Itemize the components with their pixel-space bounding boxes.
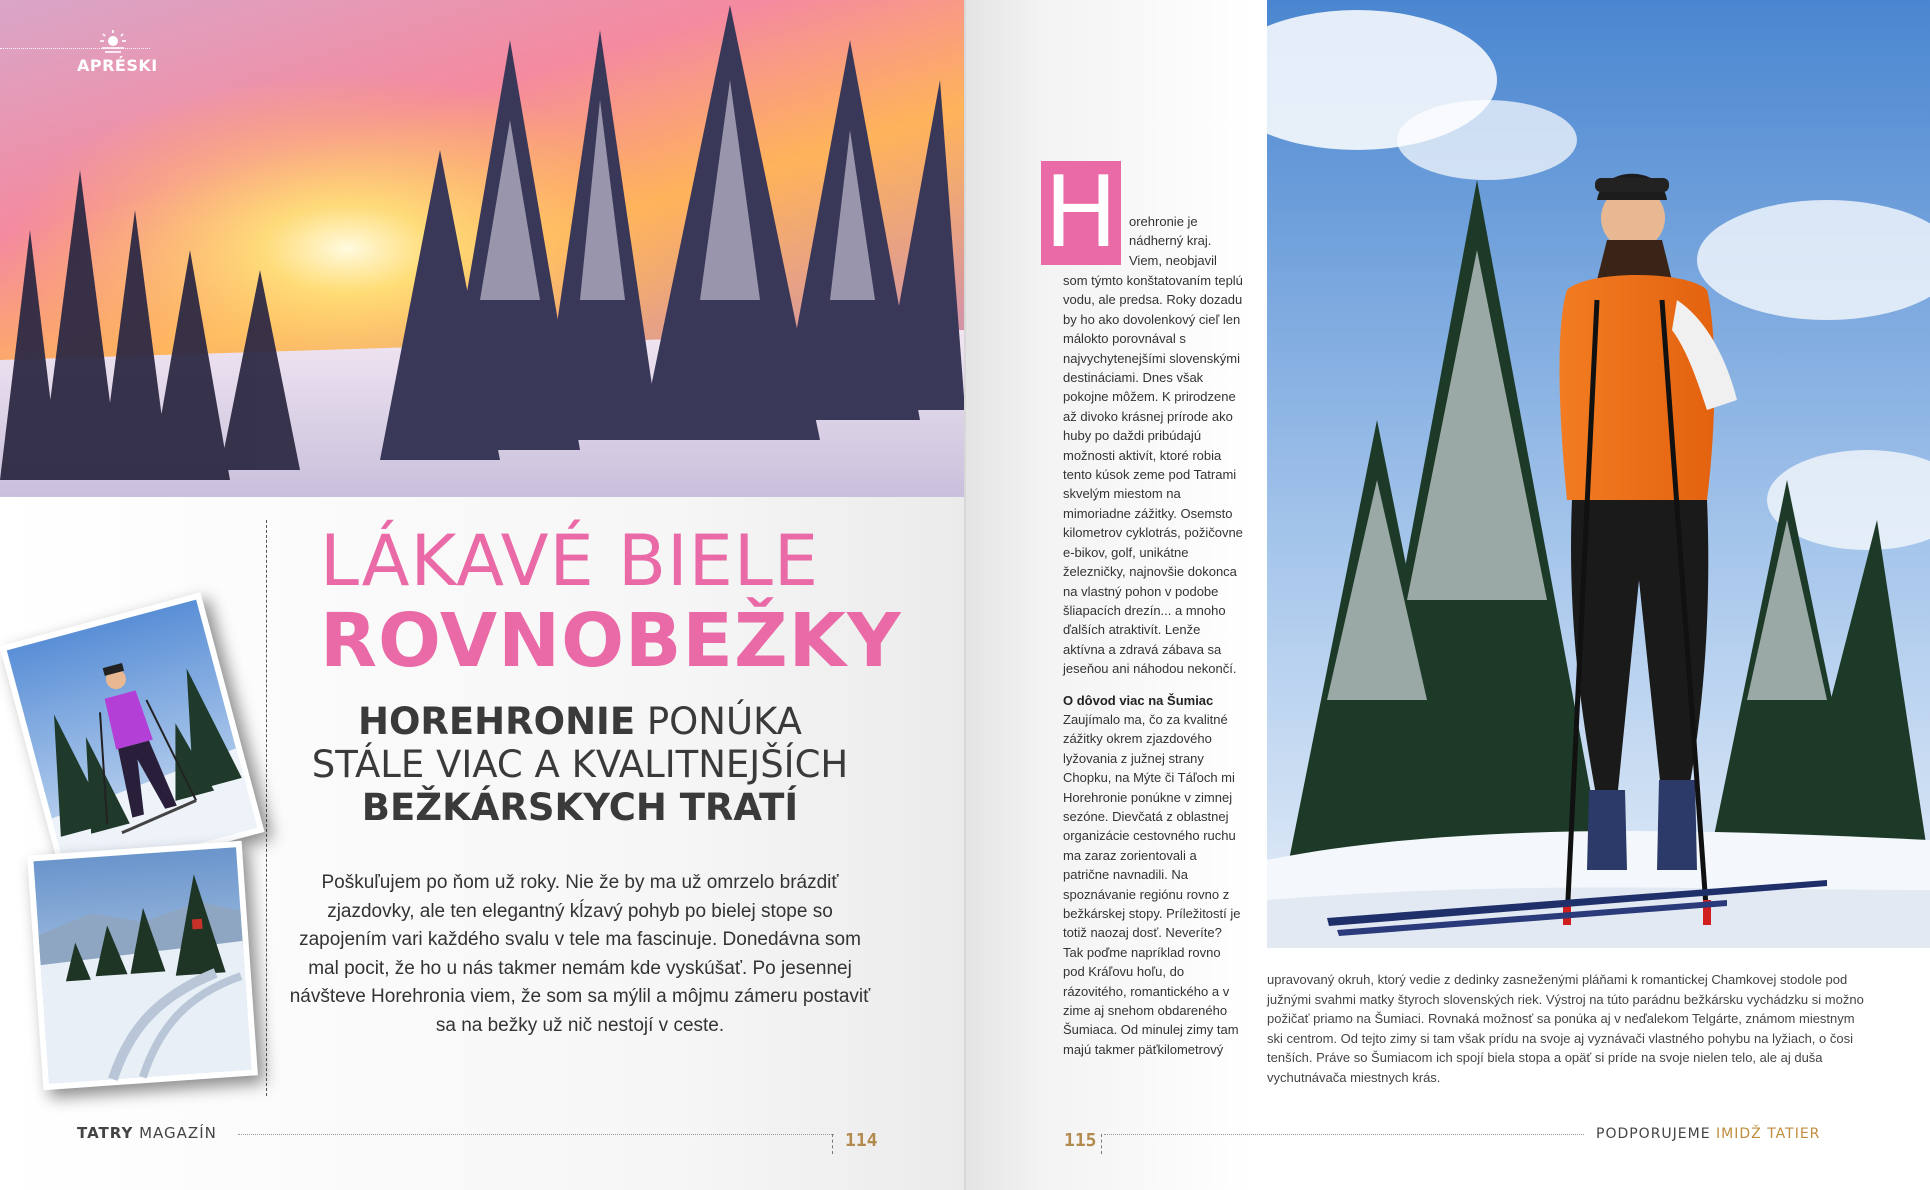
headline-line-2: ROVNOBEŽKY bbox=[320, 598, 902, 684]
subheadline-bold-1: HOREHRONIE bbox=[358, 700, 636, 743]
subheadline-line-2: STÁLE VIAC A KVALITNEJŠÍCH bbox=[311, 743, 849, 786]
footer-tick-right bbox=[1101, 1134, 1102, 1154]
subheadline-bold-3: BEŽKÁRSKYCH TRATÍ bbox=[361, 786, 799, 829]
subheadline-rest-1: PONÚKA bbox=[635, 700, 802, 743]
article-continuation: upravovaný okruh, ktorý vedie z dedinky zasneženými pláňami k romantickej Chamkovej stodole pod južnými svahmi matky štyroch slovenských riek. Výstroj na túto parádnu bežkársku vychádzku si možno požičať priamo na Šumiaci. Rovnaká možnosť sa ponúka aj v neďalekom Telgárte, známom miestnym ski centrom. Od tejto zimy si tam však prídu na svoje aj vyznávači vlastného pohybu na lyžiach, o čosi tenších. Práve so Šumiacom ich spojí biela stopa a opäť si príde na svoje nielen telo, ale aj duša vychutnávača miestnych krás. bbox=[1267, 972, 1864, 1085]
footer-slogan-gold: IMIDŽ TATIER bbox=[1716, 1126, 1821, 1142]
lead-paragraph: Poškuľujem po ňom už roky. Nie že by ma už omrzelo brázdiť zjazdovky, ale ten elegantný kĺzavý pohyb po bielej stope so zapojením vari každého svalu v tele ma fascinuje. Donedávna som mal pocit, že ho u nás takmer nemám kde vyskúšať. Po jesennej návšteve Horehronia viem, že som sa mýlil a môjmu zámeru postaviť sa na bežky už nič nestojí v ceste. bbox=[289, 872, 871, 1036]
article-paragraph-2: Zaujímalo ma, čo za kvalitné zážitky okrem zjazdového lyžovania z južnej strany Chopku, na Mýte či Táľoch mi Horehronie ponúkne v zimnej sezóne. Dievčatá z oblastnej organizácie cestovného ruchu ma zaraz zorientovali a patrične navnadili. Na spoznávanie regiónu rovno z bežkárskej stopy. Príležitostí je totiž naozaj dosť. Neveríte? Tak poďme napríklad rovno pod Kráľovu hoľu, do rázovitého, romantického a v zime aj snehom obdareného Šumiaca. Od minulej zimy tam majú takmer päťkilometrový bbox=[1063, 711, 1241, 1057]
headline-line-1: LÁKAVÉ BIELE bbox=[320, 520, 820, 602]
article-first-lines: orehronie je nádherný kraj. Viem, neobjavil bbox=[1129, 214, 1217, 268]
photo-skier-orange-jacket bbox=[1267, 0, 1930, 948]
footer-slogan bbox=[1596, 1126, 1820, 1142]
article-column bbox=[1063, 271, 1243, 1059]
section-label: APRÉSKI bbox=[77, 56, 158, 75]
drop-cap: H bbox=[1041, 161, 1121, 265]
footer-magazine-name bbox=[77, 1124, 217, 1142]
footer-tick-left bbox=[832, 1134, 833, 1154]
footer-slogan-plain: PODPORUJEME bbox=[1596, 1126, 1717, 1142]
page-number-right: 115 bbox=[1064, 1130, 1097, 1151]
section-dotted-line bbox=[0, 48, 150, 49]
footer-magazine-bold: TATRY bbox=[77, 1124, 134, 1142]
sunset-icon bbox=[100, 30, 126, 59]
photo-ski-track-landscape bbox=[27, 841, 258, 1090]
footer-magazine-rest: MAGAZÍN bbox=[133, 1124, 217, 1142]
footer-dotted-line-left bbox=[238, 1134, 834, 1135]
footer-dotted-line-right bbox=[1104, 1134, 1584, 1135]
subheadline bbox=[280, 700, 880, 829]
vertical-divider bbox=[266, 520, 267, 1096]
article-paragraph-1: som týmto konštatovaním teplú vodu, ale predsa. Roky dozadu by ho ako dovolenkový cieľ len málokto porovnával s najvychytenejšími slovenskými destináciami. Dnes však pokojne môžem. K prirodzene až divoko krásnej prírode ako huby po daždi pribúdajú možnosti aktivít, ktoré robia tento kúsok zeme pod Tatrami skvelým miestom na mimoriadne zážitky. Osemsto kilometrov cyklotrás, požičovne e-bikov, golf, unikátne železničky, najnovšie dokonca na vlastný pohon v podobe šliapacích drezín... a mnoho ďalších atraktivít. Lenže aktívna a zdravá zábava sa jeseňou ani náhodou nekončí. bbox=[1063, 273, 1243, 677]
section-badge bbox=[0, 14, 160, 74]
article-subheading: O dôvod viac na Šumiac bbox=[1063, 692, 1214, 708]
page-number-left: 114 bbox=[845, 1130, 878, 1151]
